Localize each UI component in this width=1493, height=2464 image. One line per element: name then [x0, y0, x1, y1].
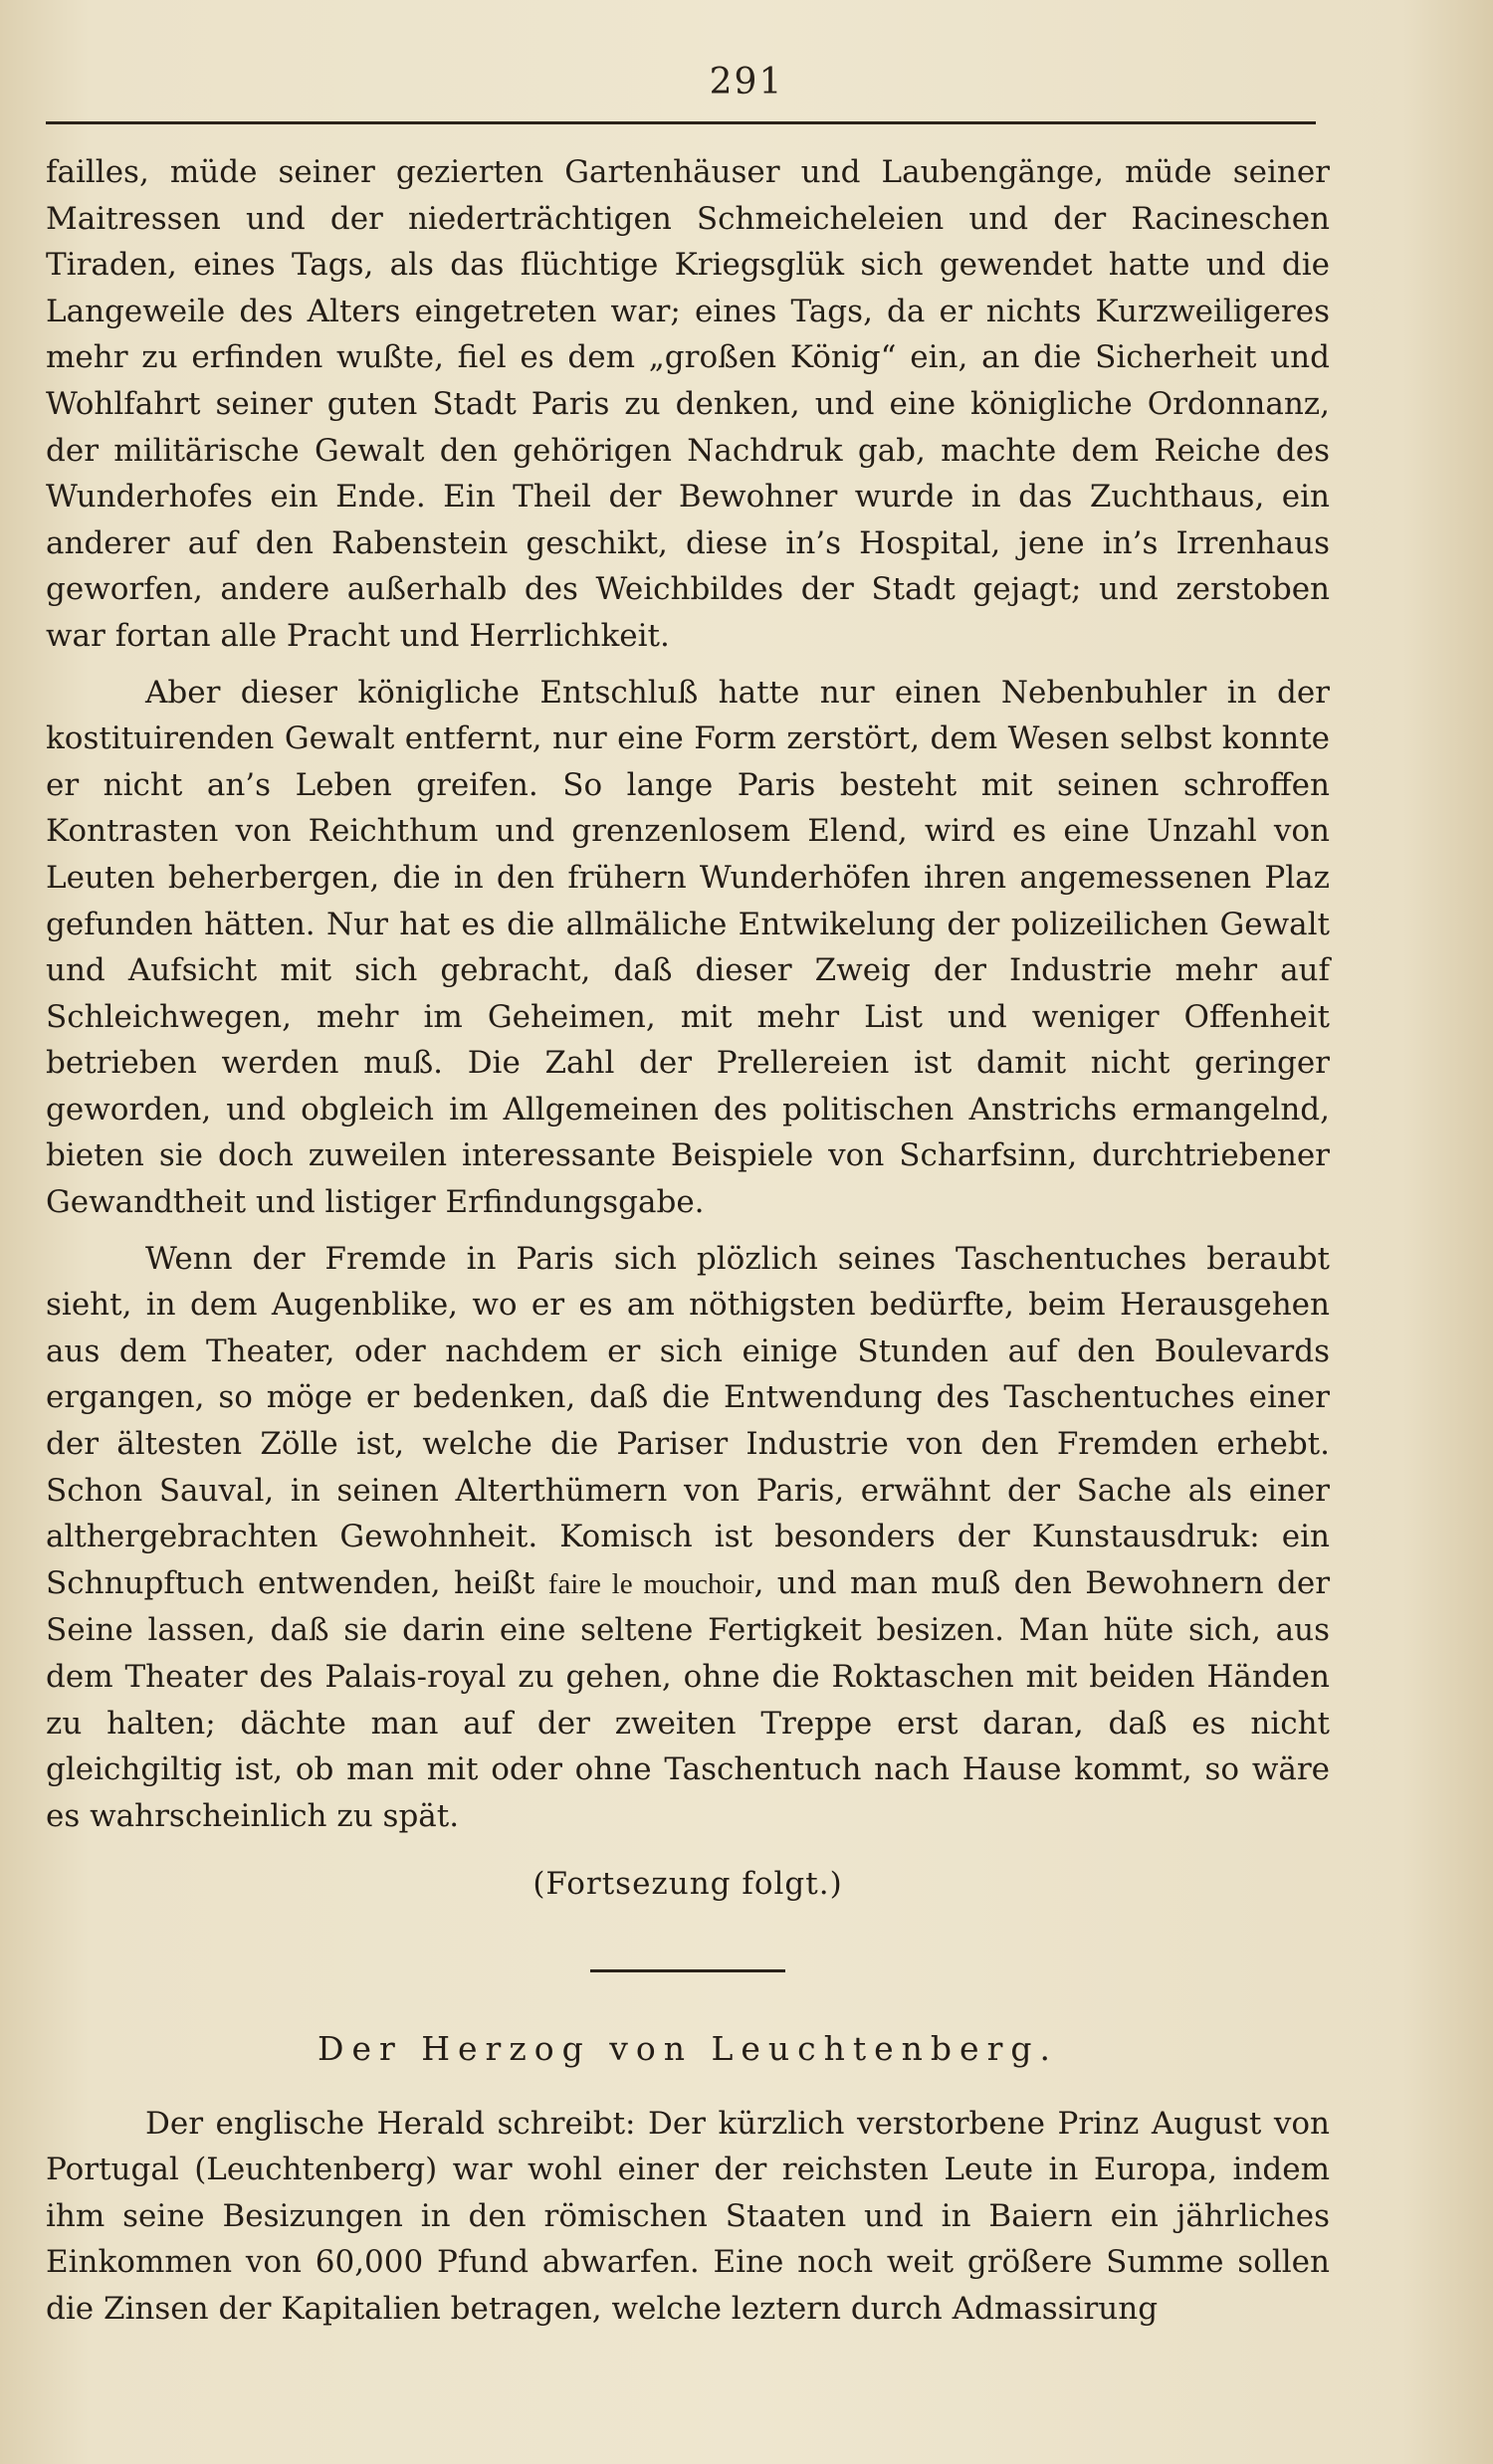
section-heading: Der Herzog von Leuchtenberg.: [318, 2028, 1058, 2068]
section-paragraph: Der englische Herald schreibt: Der kürzlich verstorbene Prinz August von Portugal (Leuchtenberg) war wohl einer der reichsten Leute in Europa, indem ihm seine Besizungen in den römischen Staaten und in Baiern ein jährliches Einkommen von 60,000 Pfund abwarfen. Eine noch weit größere Summe sollen die Zinsen der Kapitalien betragen, welche leztern durch Admassirung: [46, 2105, 1330, 2327]
paragraph-second: Aber dieser königliche Entschluß hatte nur einen Nebenbuhler in der kostituirenden Gewalt entfernt, nur eine Form zerstört, dem Wesen selbst konnte er nicht an’s Leben greifen. So lange Paris besteht mit seinen schroffen Kontrasten von Reichthum und grenzenlosem Elend, wird es eine Unzahl von Leuten beherbergen, die in den frühern Wunderhöfen ihren angemessenen Plaz gefunden hätten. Nur hat es die allmäliche Entwikelung der polizeilichen Gewalt und Aufsicht mit sich gebracht, daß dieser Zweig der Industrie mehr auf Schleichwegen, mehr im Geheimen, mit mehr List und weniger Offenheit betrieben werden muß. Die Zahl der Prellereien ist damit nicht geringer geworden, und obgleich im Allgemeinen des politischen Anstrichs ermangelnd, bieten sie doch zuweilen interessante Beispiele von Scharfsinn, durchtriebener Gewandtheit und listiger Erfindungsgabe.: [46, 674, 1330, 1221]
paragraph-third: [46, 1236, 1330, 1840]
header-rule: [46, 121, 1316, 124]
continued-note: (Fortsezung folgt.): [533, 1866, 843, 1903]
paragraph-third-text-after: , und man muß den Bewohnern der Seine lassen, daß sie darin eine seltene Fertigkeit besizen. Man hüte sich, aus dem Theater des Palais-royal zu gehen, ohne die Roktaschen mit beiden Händen zu halten; dächte man auf der zweiten Treppe erst daran, daß es nicht gleichgiltig ist, ob man mit oder ohne Taschentuch nach Hause kommt, so wäre es wahrscheinlich zu spät.: [46, 1564, 1331, 1834]
latin-phrase: faire le mouchoir: [547, 1567, 754, 1600]
paragraph-third-text: Wenn der Fremde in Paris sich plözlich seines Taschentuches beraubt sieht, in dem Augenblike, wo er es am nöthigsten bedürfte, beim Herausgehen aus dem Theater, oder nachdem er sich einige Stunden auf den Boulevards ergangen, so möge er bedenken, daß die Entwendung des Taschentuches einer der ältesten Zölle ist, welche die Pariser Industrie von den Fremden erhebt. Schon Sauval, in seinen Alterthümern von Paris, erwähnt der Sache als einer althergebrachten Gewohnheit. Komisch ist besonders der Kunstausdruk: ein Schnupftuch entwenden, heißt: [46, 1240, 1330, 1601]
page-number: 291: [709, 62, 784, 103]
section-divider: [590, 1969, 785, 1972]
paragraph-continuation: failles, müde seiner gezierten Gartenhäuser und Laubengänge, müde seiner Maitressen und der niederträchtigen Schmeicheleien und der Racineschen Tiraden, eines Tags, als das flüchtige Kriegsglük sich gewendet hatte und die Langeweile des Alters eingetreten war; eines Tags, da er nichts Kurzweiligeres mehr zu erfinden wußte, fiel es dem „großen König“ ein, an die Sicherheit und Wohlfahrt seiner guten Stadt Paris zu denken, und eine königliche Ordonnanz, der militärische Gewalt den gehörigen Nachdruk gab, machte dem Reiche des Wunderhofes ein Ende. Ein Theil der Bewohner wurde in das Zuchthaus, ein anderer auf den Rabenstein geschikt, diese in’s Hospital, jene in’s Irrenhaus geworfen, andere außerhalb des Weichbildes der Stadt gejagt; und zerstoben war fortan alle Pracht und Herrlichkeit.: [46, 154, 1330, 654]
body-text: [46, 149, 1330, 2343]
